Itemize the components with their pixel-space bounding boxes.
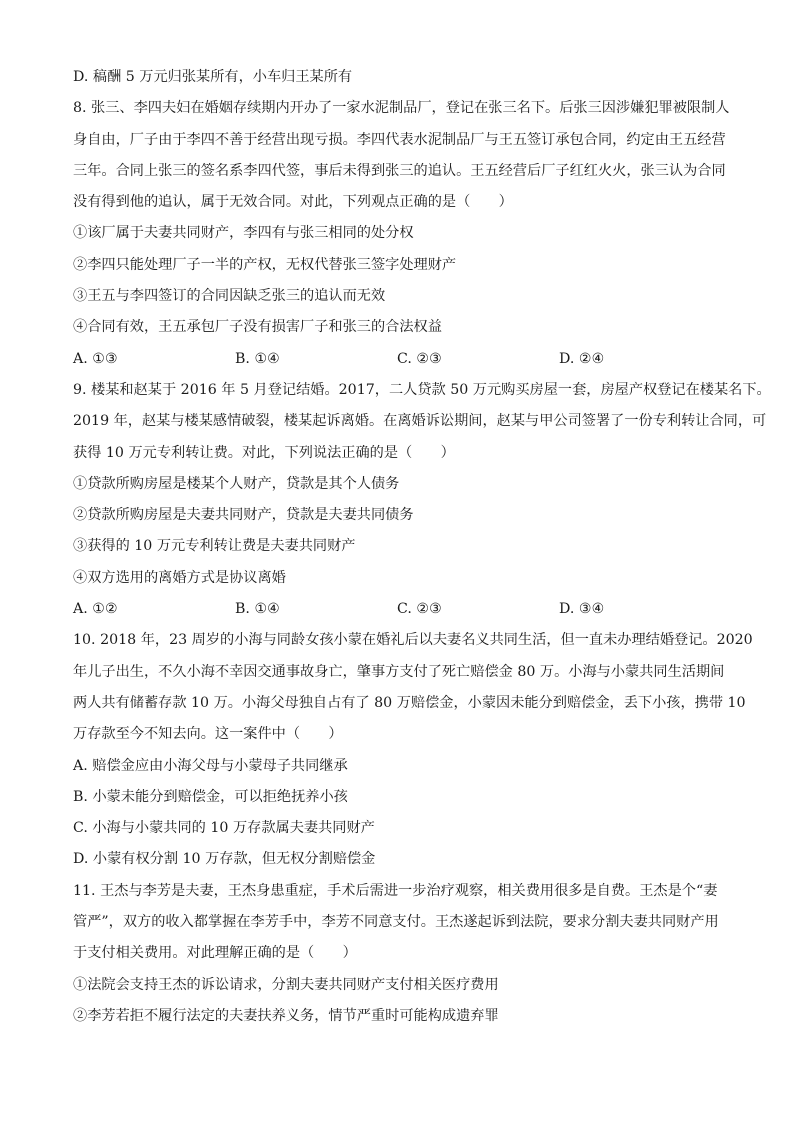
q10-choice-a: A. 赔偿金应由小海父母与小蒙母子共同继承 <box>73 757 348 774</box>
q8-option-d: D. ②④ <box>559 350 605 367</box>
q8-statement-2: ②李四只能处理厂子一半的产权，无权代替张三签字处理财产 <box>73 256 457 273</box>
q10-choice-c: C. 小海与小蒙共同的 10 万存款属夫妻共同财产 <box>73 820 375 837</box>
q10-choice-d: D. 小蒙有权分割 10 万存款，但无权分割赔偿金 <box>73 851 376 868</box>
question-10 <box>73 625 753 875</box>
q11-stem-line: 11. 王杰与李芳是夫妻，王杰身患重症，手术后需进一步治疗观察，相关费用很多是自费。王杰是个“妻 <box>73 882 718 899</box>
question-8 <box>73 93 730 375</box>
q8-option-a: A. ①③ <box>73 350 118 367</box>
q8-option-c: C. ②③ <box>397 350 442 367</box>
q9-stem-line: 9. 楼某和赵某于 2016 年 5 月登记结婚。2017，二人贷款 50 万元购买房屋一套，房屋产权登记在楼某名下。 <box>73 381 771 398</box>
q11-stem-line: 管严”，双方的收入都掌握在李芳手中，李芳不同意支付。王杰遂起诉到法院，要求分割夫妻共同财产用 <box>73 914 719 931</box>
q8-statement-1: ①该厂属于夫妻共同财产，李四有与张三相同的处分权 <box>73 225 414 242</box>
q9-options <box>73 594 723 625</box>
q11-statement-2: ②李芳若拒不履行法定的夫妻扶养义务，情节严重时可能构成遗弃罪 <box>73 1007 499 1024</box>
q8-statement-4: ④合同有效，王五承包厂子没有损害厂子和张三的合法权益 <box>73 319 442 336</box>
q8-stem-line: 身自由，厂子由于李四不善于经营出现亏损。李四代表水泥制品厂与王五签订承包合同，约定由王五经营 <box>73 131 726 148</box>
q8-option-b: B. ①④ <box>235 350 280 367</box>
q10-choice-b: B. 小蒙未能分到赔偿金，可以拒绝抚养小孩 <box>73 788 348 805</box>
q10-stem-line: 两人共有储蓄存款 10 万。小海父母独自占有了 80 万赔偿金，小蒙因未能分到赔偿金，丢下小孩，携带 10 <box>73 694 746 711</box>
q9-statement-3: ③获得的 10 万元专利转让费是夫妻共同财产 <box>73 538 356 555</box>
q9-stem-line: 获得 10 万元专利转让费。对此，下列说法正确的是（ ） <box>73 444 455 461</box>
q10-stem-line: 年儿子出生，不久小海不幸因交通事故身亡，肇事方支付了死亡赔偿金 80 万。小海与小蒙共同生活期间 <box>73 663 725 680</box>
q9-statement-4: ④双方选用的离婚方式是协议离婚 <box>73 569 286 586</box>
q8-stem-line: 没有得到他的追认，属于无效合同。对此，下列观点正确的是（ ） <box>73 194 513 211</box>
q8-statement-3: ③王五与李四签订的合同因缺乏张三的追认而无效 <box>73 288 386 305</box>
q9-statement-1: ①贷款所购房屋是楼某个人财产，贷款是其个人债务 <box>73 475 400 492</box>
q9-stem-line: 2019 年，赵某与楼某感情破裂，楼某起诉离婚。在离婚诉讼期间，赵某与甲公司签署了一份专利转让合同，可 <box>73 413 767 430</box>
q8-options <box>73 344 723 375</box>
q9-option-c: C. ②③ <box>397 601 442 618</box>
q11-statement-1: ①法院会支持王杰的诉讼请求，分割夫妻共同财产支付相关医疗费用 <box>73 976 499 993</box>
q9-option-b: B. ①④ <box>235 601 280 618</box>
q9-option-d: D. ③④ <box>559 601 605 618</box>
question-11 <box>73 876 723 1032</box>
q10-stem-line: 10. 2018 年，23 周岁的小海与同龄女孩小蒙在婚礼后以夫妻名义共同生活，但一直未办理结婚登记。2020 <box>73 632 753 649</box>
document-page <box>73 62 771 1032</box>
q7-option-d: D. 稿酬 5 万元归张某所有，小车归王某所有 <box>73 69 353 85</box>
q9-option-a: A. ①② <box>73 601 118 618</box>
q10-stem-line: 万存款至今不知去向。这一案件中（ ） <box>73 726 343 743</box>
question-9 <box>73 375 771 625</box>
q8-stem-line: 8. 张三、李四夫妇在婚姻存续期内开办了一家水泥制品厂，登记在张三名下。后张三因涉嫌犯罪被限制人 <box>73 100 730 117</box>
q11-stem-line: 于支付相关费用。对此理解正确的是（ ） <box>73 945 357 962</box>
q9-statement-2: ②贷款所购房屋是夫妻共同财产，贷款是夫妻共同债务 <box>73 507 414 524</box>
q8-stem-line: 三年。合同上张三的签名系李四代签，事后未得到张三的追认。王五经营后厂子红红火火，张三认为合同 <box>73 162 726 179</box>
